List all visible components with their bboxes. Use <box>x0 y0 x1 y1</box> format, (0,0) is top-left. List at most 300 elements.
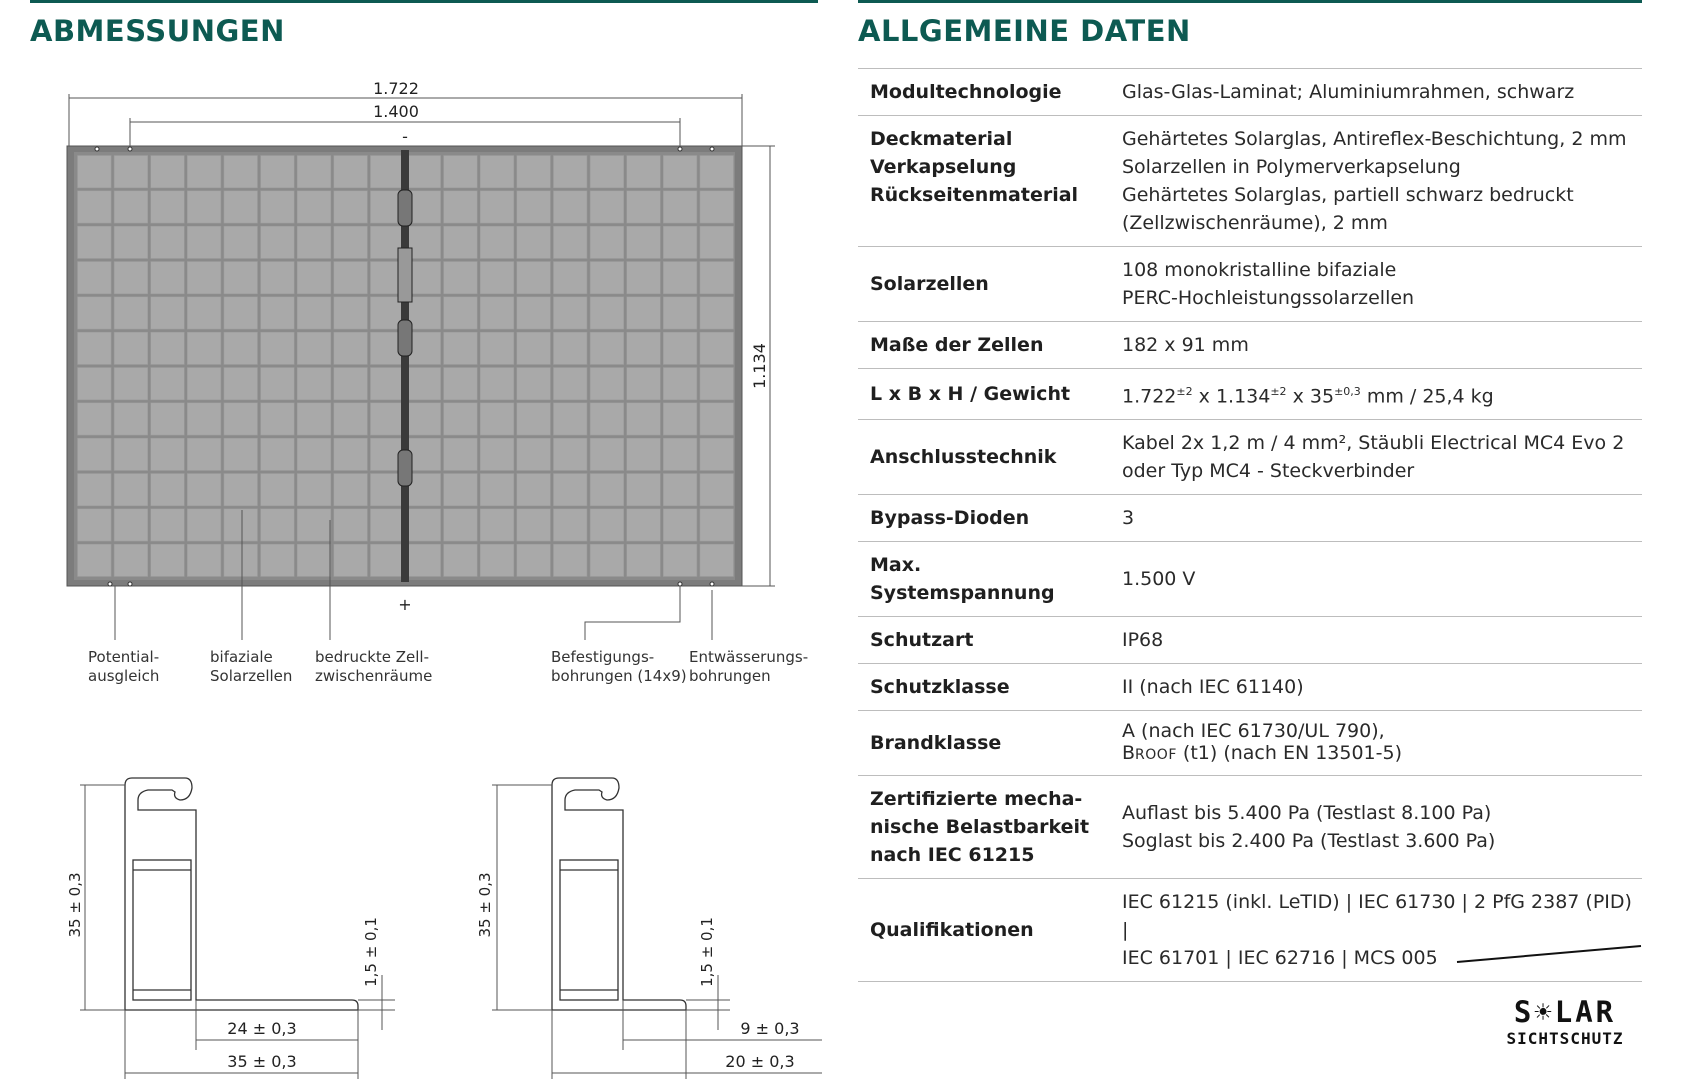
solar-cell <box>517 544 551 576</box>
p2-height: 35 ± 0,3 <box>476 872 494 938</box>
logo-main: S☀LAR <box>1513 995 1617 1029</box>
terminal-plus: + <box>398 595 412 614</box>
frame-profiles <box>0 760 830 1079</box>
value-line: Kabel 2x 1,2 m / 4 mm², Stäubli Electrical MC4 Evo 2 <box>1122 432 1625 455</box>
table-row <box>858 322 1642 369</box>
solar-cell <box>187 332 221 364</box>
p1-height: 35 ± 0,3 <box>66 872 84 938</box>
solar-cell <box>480 262 514 294</box>
solar-cell <box>297 368 331 400</box>
label-bifaz-1: bifaziale <box>210 648 273 666</box>
solar-cell <box>553 262 587 294</box>
value-part: 1.722 <box>1122 385 1177 408</box>
p1-outer: 35 ± 0,3 <box>227 1052 297 1071</box>
spec-table <box>858 68 1642 982</box>
brand-logo <box>1475 995 1655 1048</box>
terminal-minus: - <box>402 127 408 146</box>
solar-cell <box>114 226 148 258</box>
p1-inner: 24 ± 0,3 <box>227 1019 297 1038</box>
row-label: Solarzellen <box>870 273 989 295</box>
solar-cell <box>297 403 331 435</box>
solar-cell <box>187 509 221 541</box>
solar-cell <box>114 474 148 506</box>
solar-cell <box>517 368 551 400</box>
solar-cell <box>627 368 661 400</box>
solar-cell <box>78 368 112 400</box>
solar-cell <box>297 332 331 364</box>
solar-cell <box>663 544 697 576</box>
row-value: II (nach IEC 61140) <box>1122 676 1304 699</box>
solar-cell <box>663 403 697 435</box>
solar-cell <box>224 474 258 506</box>
junction-box-1 <box>398 190 412 226</box>
solar-cell <box>114 297 148 329</box>
solar-cell <box>590 332 624 364</box>
label-befest-1: Befestigungs- <box>551 648 655 666</box>
module-drawing <box>0 70 830 690</box>
value-part: mm / 25,4 kg <box>1360 385 1494 408</box>
row-label: Bypass-Dioden <box>870 507 1030 530</box>
value-part: B <box>1122 742 1136 765</box>
solar-cell <box>590 297 624 329</box>
solar-cell <box>553 226 587 258</box>
table-row <box>858 495 1642 542</box>
solar-cell <box>480 297 514 329</box>
label-potential-2: ausgleich <box>88 667 160 685</box>
solar-cell <box>590 368 624 400</box>
table-row <box>858 116 1642 247</box>
solar-cell <box>297 191 331 223</box>
solar-cell <box>334 297 368 329</box>
value-part: (t1) (nach EN 13501-5) <box>1176 742 1402 765</box>
solar-cell <box>444 403 478 435</box>
solar-cell <box>407 509 441 541</box>
solar-cell <box>151 191 185 223</box>
left-top-rule <box>30 0 818 3</box>
solar-cell <box>114 438 148 470</box>
label-deckmaterial: Deckmaterial <box>870 128 1013 150</box>
solar-cell <box>187 226 221 258</box>
value-rueckseite: Gehärtetes Solarglas, partiell schwarz bedruckt <box>1122 184 1574 206</box>
p2-outer: 20 ± 0,3 <box>725 1052 795 1071</box>
solar-cell <box>187 262 221 294</box>
table-row <box>858 420 1642 495</box>
solar-cell <box>78 191 112 223</box>
table-row <box>858 247 1642 322</box>
solar-cell <box>480 156 514 188</box>
solar-cell <box>114 403 148 435</box>
solar-cell <box>590 544 624 576</box>
solar-cell <box>444 156 478 188</box>
solar-cell <box>224 191 258 223</box>
solar-cell <box>444 509 478 541</box>
solar-cell <box>553 438 587 470</box>
solar-cell <box>114 191 148 223</box>
solar-cell <box>517 262 551 294</box>
solar-cell <box>590 403 624 435</box>
signature-stroke <box>1455 940 1645 970</box>
solar-cell <box>151 332 185 364</box>
solar-cell <box>407 156 441 188</box>
row-value <box>1110 420 1642 495</box>
solar-cell <box>700 368 734 400</box>
solar-cell <box>224 297 258 329</box>
solar-cell <box>700 156 734 188</box>
solar-cell <box>114 262 148 294</box>
solar-cell <box>553 368 587 400</box>
solar-cell <box>78 226 112 258</box>
solar-cell <box>261 368 295 400</box>
value-line: oder Typ MC4 - Steckverbinder <box>1122 460 1415 483</box>
row-label: L x B x H / Gewicht <box>870 383 1071 406</box>
solar-cell <box>78 544 112 576</box>
solar-cell <box>78 156 112 188</box>
solar-cell <box>334 191 368 223</box>
label-potential-1: Potential- <box>88 648 160 666</box>
solar-cell <box>187 474 221 506</box>
row-value <box>1110 116 1642 247</box>
solar-cell <box>334 509 368 541</box>
row-label: Schutzklasse <box>870 676 1010 699</box>
row-label: Max. Systemspannung <box>870 554 1055 605</box>
solar-cell <box>151 297 185 329</box>
solar-cell <box>627 438 661 470</box>
solar-cell <box>444 262 478 294</box>
solar-cell <box>627 226 661 258</box>
solar-cell <box>151 262 185 294</box>
solar-cell <box>78 403 112 435</box>
solar-cell <box>151 403 185 435</box>
solar-cell <box>663 438 697 470</box>
table-row <box>858 776 1642 879</box>
value-line <box>1122 742 1642 766</box>
value-verkapselung: Solarzellen in Polymerverkapselung <box>1122 156 1461 178</box>
solar-cell <box>627 474 661 506</box>
solar-cell <box>78 474 112 506</box>
solar-cell <box>334 438 368 470</box>
value-line: IEC 61701 | IEC 62716 | MCS 005 <box>1122 947 1438 970</box>
solar-cell <box>627 509 661 541</box>
solar-cell <box>517 438 551 470</box>
table-row <box>858 69 1642 116</box>
solar-cell <box>334 226 368 258</box>
solar-cell <box>517 509 551 541</box>
label-line: nische Belastbarkeit <box>870 816 1090 839</box>
row-label: Modultechnologie <box>870 81 1062 103</box>
solar-cell <box>590 226 624 258</box>
solar-cell <box>78 297 112 329</box>
solar-cell <box>261 403 295 435</box>
solar-cell <box>590 509 624 541</box>
solar-cell <box>663 474 697 506</box>
solar-cell <box>334 262 368 294</box>
p2-lip: 1,5 ± 0,1 <box>698 917 716 987</box>
solar-cell <box>297 262 331 294</box>
solar-cell <box>78 509 112 541</box>
solar-cell <box>78 332 112 364</box>
solar-cell <box>480 509 514 541</box>
solar-cell <box>700 403 734 435</box>
tolerance: ±0,3 <box>1334 385 1361 398</box>
solar-cell <box>78 262 112 294</box>
row-value: 1.500 V <box>1122 568 1196 591</box>
value-deckmaterial: Gehärtetes Solarglas, Antireflex-Beschichtung, 2 mm <box>1122 128 1627 150</box>
value-line: Soglast bis 2.400 Pa (Testlast 3.600 Pa) <box>1122 830 1496 853</box>
solar-cell <box>297 297 331 329</box>
solar-cell <box>261 297 295 329</box>
label-zell-2: zwischenräume <box>315 667 433 685</box>
solar-cell <box>187 544 221 576</box>
solar-cell <box>151 226 185 258</box>
solar-cell <box>627 297 661 329</box>
value-part: x 35 <box>1286 385 1335 408</box>
solar-cell <box>114 332 148 364</box>
logo-sub: SICHTSCHUTZ <box>1506 1029 1624 1048</box>
label-bifaz-2: Solarzellen <box>210 667 293 685</box>
solar-cell <box>700 297 734 329</box>
value-part: ROOF <box>1135 747 1177 764</box>
solar-cell <box>700 226 734 258</box>
solar-cell <box>261 474 295 506</box>
solar-cell <box>517 191 551 223</box>
solar-cell <box>444 438 478 470</box>
solar-cell <box>187 156 221 188</box>
solar-cell <box>663 368 697 400</box>
solar-cell <box>187 191 221 223</box>
solar-cell <box>480 226 514 258</box>
solar-cell <box>261 544 295 576</box>
table-row <box>858 711 1642 776</box>
solar-cell <box>114 368 148 400</box>
row-value: Glas-Glas-Laminat; Aluminiumrahmen, schwarz <box>1122 81 1575 103</box>
value-line: 108 monokristalline bifaziale <box>1122 259 1397 281</box>
p2-inner: 9 ± 0,3 <box>740 1019 800 1038</box>
solar-cell <box>553 297 587 329</box>
label-rueckseite: Rückseitenmaterial <box>870 184 1079 206</box>
solar-cell <box>261 509 295 541</box>
value-line: A (nach IEC 61730/UL 790), <box>1122 720 1385 743</box>
solar-cell <box>334 156 368 188</box>
solar-cell <box>663 226 697 258</box>
label-entw-1: Entwässerungs- <box>689 648 809 666</box>
dim-width-total: 1.722 <box>373 79 419 98</box>
table-row <box>858 369 1642 420</box>
table-row <box>858 664 1642 711</box>
solar-cell <box>151 368 185 400</box>
value-part: x 1.134 <box>1192 385 1271 408</box>
row-value: 3 <box>1122 507 1135 530</box>
solar-cell <box>700 509 734 541</box>
solar-cell <box>151 156 185 188</box>
solar-cell <box>297 226 331 258</box>
junction-box-4 <box>398 450 412 486</box>
row-value <box>1110 247 1642 322</box>
solar-cell <box>700 544 734 576</box>
label-befest-2: bohrungen (14x9) <box>551 667 687 685</box>
row-label <box>858 116 1110 247</box>
solar-cell <box>663 156 697 188</box>
solar-cell <box>627 262 661 294</box>
row-value <box>1110 369 1642 420</box>
solar-cell <box>517 226 551 258</box>
solar-cell <box>261 226 295 258</box>
solar-cell <box>517 403 551 435</box>
solar-cell <box>151 544 185 576</box>
solar-cell <box>553 509 587 541</box>
solar-cell <box>627 403 661 435</box>
junction-box-2 <box>398 248 412 302</box>
solar-cell <box>224 332 258 364</box>
row-value <box>1110 711 1642 776</box>
solar-cell <box>700 191 734 223</box>
solar-cell <box>297 438 331 470</box>
solar-cell <box>114 156 148 188</box>
profile-2 <box>552 778 686 1010</box>
value-line: PERC-Hochleistungssolarzellen <box>1122 287 1415 309</box>
solar-cell <box>407 368 441 400</box>
solar-cell <box>590 474 624 506</box>
solar-cell <box>480 438 514 470</box>
solar-cell <box>590 191 624 223</box>
solar-cell <box>370 156 404 188</box>
solar-cell <box>517 156 551 188</box>
dimensions-title: ABMESSUNGEN <box>30 14 285 48</box>
solar-cell <box>700 262 734 294</box>
solar-cell <box>224 544 258 576</box>
solar-cell <box>407 403 441 435</box>
solar-cell <box>224 403 258 435</box>
solar-cell <box>261 438 295 470</box>
row-value: 182 x 91 mm <box>1122 334 1249 356</box>
solar-cell <box>261 262 295 294</box>
label-zell-1: bedruckte Zell- <box>315 648 430 666</box>
table-row <box>858 542 1642 617</box>
solar-cell <box>444 474 478 506</box>
solar-cell <box>444 226 478 258</box>
solar-cell <box>334 474 368 506</box>
solar-cell <box>224 509 258 541</box>
solar-cell <box>334 368 368 400</box>
solar-cell <box>224 262 258 294</box>
solar-cell <box>114 509 148 541</box>
solar-cell <box>224 438 258 470</box>
solar-cell <box>444 544 478 576</box>
label-line: Zertifizierte mecha- <box>870 788 1083 811</box>
right-top-rule <box>858 0 1642 3</box>
row-label: Maße der Zellen <box>870 334 1044 356</box>
solar-cell <box>444 368 478 400</box>
solar-cell <box>590 262 624 294</box>
solar-cell <box>334 544 368 576</box>
solar-cell <box>370 368 404 400</box>
row-label: Anschlusstechnik <box>870 446 1057 469</box>
solar-cell <box>334 332 368 364</box>
row-label: Schutzart <box>870 629 974 652</box>
table-row <box>858 617 1642 664</box>
p1-lip: 1,5 ± 0,1 <box>362 917 380 987</box>
dim-width-holes: 1.400 <box>373 102 419 121</box>
solar-cell <box>480 544 514 576</box>
solar-cell <box>627 191 661 223</box>
solar-cell <box>297 474 331 506</box>
solar-cell <box>224 368 258 400</box>
solar-cell <box>553 156 587 188</box>
solar-cell <box>553 474 587 506</box>
solar-cell <box>151 438 185 470</box>
solar-cell <box>553 191 587 223</box>
solar-cell <box>663 297 697 329</box>
solar-cell <box>480 191 514 223</box>
tolerance: ±2 <box>1270 385 1287 398</box>
solar-cell <box>370 509 404 541</box>
solar-cell <box>700 474 734 506</box>
solar-cell <box>517 297 551 329</box>
solar-cell <box>663 332 697 364</box>
solar-cell <box>517 474 551 506</box>
solar-cell <box>78 438 112 470</box>
solar-cell <box>480 368 514 400</box>
solar-cell <box>663 509 697 541</box>
solar-cell <box>187 297 221 329</box>
row-label: Qualifikationen <box>870 919 1034 942</box>
label-verkapselung: Verkapselung <box>870 156 1017 178</box>
solar-cell <box>187 438 221 470</box>
solar-cell <box>297 544 331 576</box>
solar-cell <box>370 403 404 435</box>
solar-cell <box>261 332 295 364</box>
solar-cell <box>480 474 514 506</box>
solar-cell <box>480 403 514 435</box>
row-label <box>858 776 1110 879</box>
solar-cell <box>590 438 624 470</box>
solar-cell <box>297 156 331 188</box>
row-label: Brandklasse <box>870 732 1002 755</box>
junction-box-3 <box>398 320 412 356</box>
label-line: nach IEC 61215 <box>870 844 1035 867</box>
solar-cell <box>187 368 221 400</box>
dim-height: 1.134 <box>750 343 769 389</box>
tolerance: ±2 <box>1176 385 1193 398</box>
solar-cell <box>663 262 697 294</box>
solar-cell <box>187 403 221 435</box>
solar-cell <box>261 156 295 188</box>
solar-cell <box>590 156 624 188</box>
solar-cell <box>407 544 441 576</box>
solar-cell <box>627 332 661 364</box>
solar-cell <box>700 332 734 364</box>
value-line: Auflast bis 5.400 Pa (Testlast 8.100 Pa) <box>1122 802 1492 825</box>
solar-cell <box>553 544 587 576</box>
solar-cell <box>444 332 478 364</box>
solar-cell <box>700 438 734 470</box>
solar-cell <box>444 191 478 223</box>
solar-cell <box>553 403 587 435</box>
label-entw-2: bohrungen <box>689 667 771 685</box>
solar-cell <box>370 544 404 576</box>
row-value <box>1110 776 1642 879</box>
solar-cell <box>553 332 587 364</box>
solar-cell <box>517 332 551 364</box>
value-line: IEC 61215 (inkl. LeTID) | IEC 61730 | 2 PfG 2387 (PID) | <box>1122 891 1632 942</box>
solar-cell <box>627 544 661 576</box>
solar-cell <box>480 332 514 364</box>
solar-cell <box>444 297 478 329</box>
solar-cell <box>224 156 258 188</box>
value-rueckseite-2: (Zellzwischenräume), 2 mm <box>1122 212 1388 234</box>
solar-cell <box>151 509 185 541</box>
solar-cell <box>297 509 331 541</box>
row-value: IP68 <box>1122 629 1164 652</box>
